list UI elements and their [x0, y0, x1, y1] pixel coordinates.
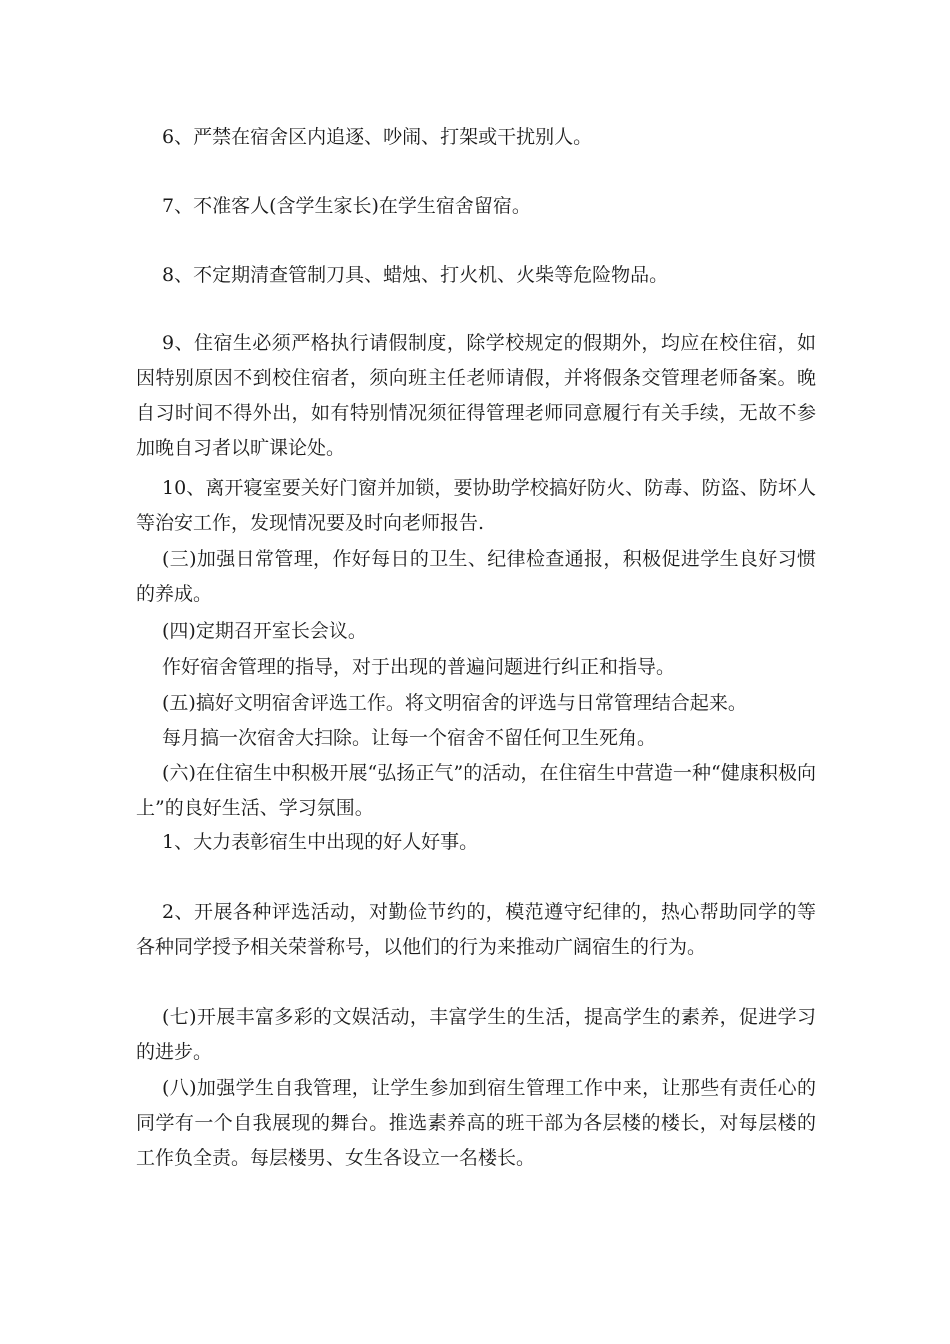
rule-8-paragraph: 8、不定期清查管制刀具、蜡烛、打火机、火柴等危险物品。: [162, 264, 669, 286]
rule-7-paragraph: 7、不准客人(含学生家长)在学生宿舍留宿。: [162, 195, 531, 217]
section-7-paragraph: (七)开展丰富多彩的文娱活动，丰富学生的生活，提高学生的素养，促进学习的进步。: [136, 1006, 816, 1063]
section-8-paragraph: (八)加强学生自我管理，让学生参加到宿生管理工作中来，让那些有责任心的同学有一个自我展现的舞台。推选素养高的班干部为各层楼的楼长，对每层楼的工作负全责。每层楼男、女生各设立一名楼长。: [136, 1077, 816, 1169]
section-4-detail: 作好宿舍管理的指导，对于出现的普遍问题进行纠正和指导。: [162, 656, 676, 678]
section-4-paragraph: (四)定期召开室长会议。: [162, 620, 367, 642]
rule-10-paragraph: 10、离开寝室要关好门窗并加锁，要协助学校搞好防火、防毒、防盗、防坏人等治安工作，发现情况要及时向老师报告.: [136, 477, 816, 534]
section-5-detail: 每月搞一次宿舍大扫除。让每一个宿舍不留任何卫生死角。: [162, 727, 657, 749]
rule-9-paragraph: 9、住宿生必须严格执行请假制度，除学校规定的假期外，均应在校住宿，如因特别原因不到校住宿者，须向班主任老师请假，并将假条交管理老师备案。晚自习时间不得外出，如有特别情况须征得管理老师同意履行有关手续，无故不参加晚自习者以旷课论处。: [136, 332, 816, 459]
section-3-paragraph: (三)加强日常管理，作好每日的卫生、纪律检查通报，积极促进学生良好习惯的养成。: [136, 548, 816, 605]
section-6-item-1: 1、大力表彰宿生中出现的好人好事。: [162, 831, 479, 853]
section-6-paragraph: (六)在住宿生中积极开展“弘扬正气”的活动，在住宿生中营造一种“健康积极向上”的良好生活、学习氛围。: [136, 762, 816, 819]
section-5-paragraph: (五)搞好文明宿舍评选工作。将文明宿舍的评选与日常管理结合起来。: [162, 692, 747, 714]
section-6-item-2: 2、开展各种评选活动，对勤俭节约的，模范遵守纪律的，热心帮助同学的等各种同学授予相关荣誉称号，以他们的行为来推动广阔宿生的行为。: [136, 901, 816, 958]
rule-6-paragraph: 6、严禁在宿舍区内追逐、吵闹、打架或干扰别人。: [162, 126, 593, 148]
